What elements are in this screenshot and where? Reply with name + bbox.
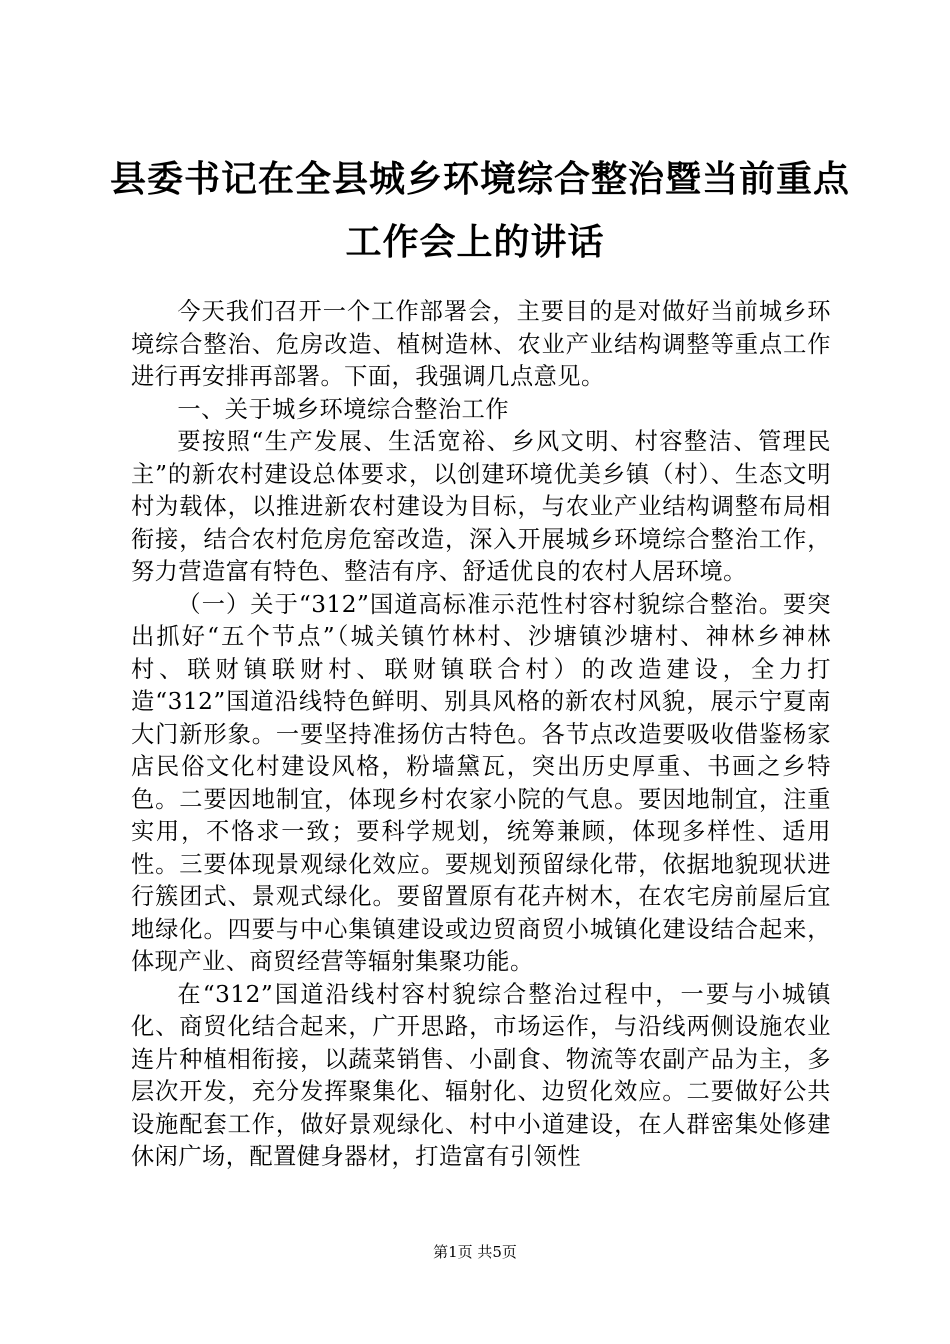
document-title-line-2: 工作会上的讲话 (345, 222, 605, 263)
page-number-footer: 第1页 共5页 (433, 1243, 517, 1261)
paragraph-intro: 今天我们召开一个工作部署会，主要目的是对做好当前城乡环境综合整治、危房改造、植树造林、农业产业结构调整等重点工作进行再安排再部署。下面，我强调几点意见。 (131, 298, 831, 390)
paragraph-subsection-1: （一）关于“312”国道高标准示范性村容村貌综合整治。要突出抓好“五个节点”（城关镇竹林村、沙塘镇沙塘村、神林乡神林村、联财镇联财村、联财镇联合村）的改造建设，全力打造“312”国道沿线特色鲜明、别具风格的新农村风貌，展示宁夏南大门新形象。一要坚持准扬仿古特色。各节点改造要吸收借鉴杨家店民俗文化村建设风格，粉墙黛瓦，突出历史厚重、书画之乡特色。二要因地制宜，体现乡村农家小院的气息。要因地制宜，注重实用，不恪求一致；要科学规划，统筹兼顾，体现多样性、适用性。三要体现景观绿化效应。要规划预留绿化带，依据地貌现状进行簇团式、景观式绿化。要留置原有花卉树木，在农宅房前屋后宜地绿化。四要与中心集镇建设或边贸商贸小城镇化建设结合起来，体现产业、商贸经营等辐射集聚功能。 (131, 590, 831, 975)
document-title-line-1: 县委书记在全县城乡环境综合整治暨当前重点 (110, 159, 851, 200)
document-body (131, 296, 831, 1174)
paragraph-process: 在“312”国道沿线村容村貌综合整治过程中，一要与小城镇化、商贸化结合起来，广开思路，市场运作，与沿线两侧设施农业连片种植相衔接，以蔬菜销售、小副食、物流等农副产品为主，多层次开发，充分发挥聚集化、辐射化、边贸化效应。二要做好公共设施配套工作，做好景观绿化、村中小道建设，在人群密集处修建休闲广场，配置健身器材，打造富有引领性 (131, 980, 831, 1170)
section-heading: 一、关于城乡环境综合整治工作 (177, 395, 510, 423)
paragraph-requirements: 要按照“生产发展、生活宽裕、乡风文明、村容整洁、管理民主”的新农村建设总体要求，以创建环境优美乡镇（村）、生态文明村为载体，以推进新农村建设为目标，与农业产业结构调整布局相衔接，结合农村危房危窑改造，深入开展城乡环境综合整治工作，努力营造富有特色、整洁有序、舒适优良的农村人居环境。 (131, 428, 831, 585)
